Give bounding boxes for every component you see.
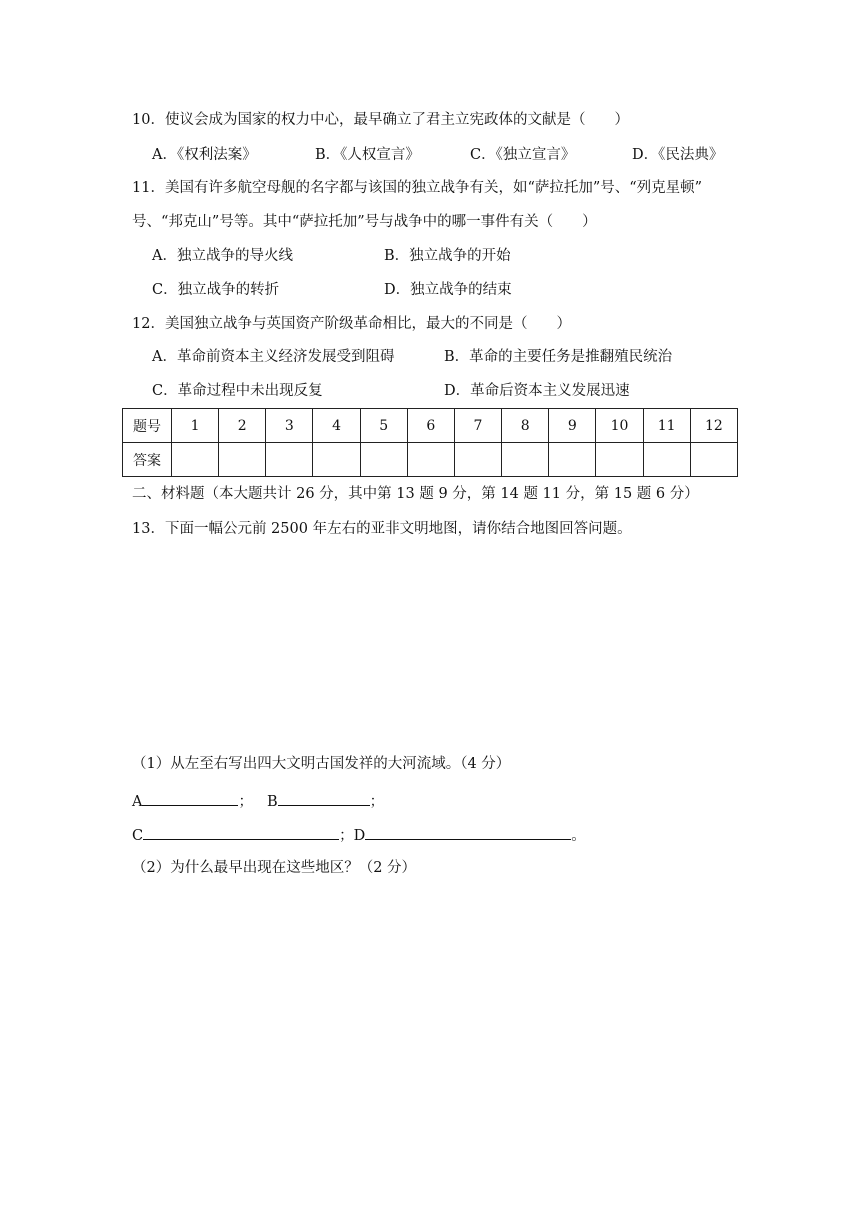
answer-cell[interactable] bbox=[502, 443, 549, 477]
end-period: 。 bbox=[571, 828, 586, 844]
q11-option-a: A．独立战争的导火线 bbox=[152, 248, 293, 264]
answer-table bbox=[122, 408, 738, 477]
table-cell-number: 1 bbox=[172, 409, 219, 443]
table-cell-number: 2 bbox=[219, 409, 266, 443]
map-placeholder bbox=[132, 548, 732, 748]
q12-stem: 12．美国独立战争与英国资产阶级革命相比，最大的不同是（ ） bbox=[132, 316, 571, 332]
blank-label-b: B bbox=[266, 794, 278, 810]
q13-blank-row-cd bbox=[132, 824, 586, 846]
answer-cell[interactable] bbox=[549, 443, 596, 477]
separator: ； bbox=[238, 794, 253, 810]
answer-cell[interactable] bbox=[266, 443, 313, 477]
blank-a[interactable] bbox=[142, 790, 238, 806]
q12-option-d: D．革命后资本主义发展迅速 bbox=[444, 383, 630, 399]
answer-cell[interactable] bbox=[313, 443, 360, 477]
separator: ； bbox=[369, 794, 385, 810]
q10-stem: 10．使议会成为国家的权力中心，最早确立了君主立宪政体的文献是（ ） bbox=[132, 112, 629, 128]
row-header-answer: 答案 bbox=[123, 443, 172, 477]
section-heading: 二、材料题（本大题共计 26 分，其中第 13 题 9 分，第 14 题 11 分，第 15 题 6 分） bbox=[132, 486, 699, 502]
q11-option-b: B．独立战争的开始 bbox=[384, 248, 511, 264]
answer-cell[interactable] bbox=[407, 443, 454, 477]
table-cell-number: 7 bbox=[454, 409, 501, 443]
table-cell-number: 4 bbox=[313, 409, 360, 443]
answer-cell[interactable] bbox=[596, 443, 643, 477]
table-cell-number: 3 bbox=[266, 409, 313, 443]
blank-c[interactable] bbox=[143, 824, 339, 840]
row-header-number: 题号 bbox=[123, 409, 172, 443]
table-cell-number: 6 bbox=[407, 409, 454, 443]
answer-cell[interactable] bbox=[360, 443, 407, 477]
separator: ； bbox=[339, 828, 354, 844]
blank-b[interactable] bbox=[278, 790, 370, 806]
q11-stem-line2: 号、“邦克山”号等。其中“萨拉托加”号与战争中的哪一事件有关（ ） bbox=[132, 214, 597, 230]
q11-option-c: C．独立战争的转折 bbox=[152, 282, 280, 298]
q10-option-a: A．《权利法案》 bbox=[152, 147, 257, 163]
table-cell-number: 12 bbox=[690, 409, 737, 443]
q12-option-c: C．革命过程中未出现反复 bbox=[152, 383, 323, 399]
answer-table-number-row bbox=[123, 409, 738, 443]
answer-cell[interactable] bbox=[454, 443, 501, 477]
blank-label-d: D bbox=[353, 828, 366, 844]
table-cell-number: 9 bbox=[549, 409, 596, 443]
q13-stem: 13．下面一幅公元前 2500 年左右的亚非文明地图，请你结合地图回答问题。 bbox=[132, 521, 632, 537]
table-cell-number: 8 bbox=[502, 409, 549, 443]
q10-option-c: C．《独立宣言》 bbox=[470, 147, 576, 163]
q13-blank-row-ab bbox=[132, 790, 384, 812]
q11-stem-line1: 11．美国有许多航空母舰的名字都与该国的独立战争有关，如“萨拉托加”号、“列克星顿” bbox=[132, 180, 703, 196]
q13-sub2: （2）为什么最早出现在这些地区？（2 分） bbox=[132, 860, 417, 876]
q10-option-b: B．《人权宣言》 bbox=[315, 147, 420, 163]
q12-option-a: A．革命前资本主义经济发展受到阻碍 bbox=[152, 349, 395, 365]
table-cell-number: 10 bbox=[596, 409, 643, 443]
blank-d[interactable] bbox=[365, 824, 571, 840]
blank-label-a: A bbox=[132, 794, 143, 810]
table-cell-number: 5 bbox=[360, 409, 407, 443]
answer-cell[interactable] bbox=[172, 443, 219, 477]
answer-table-answer-row bbox=[123, 443, 738, 477]
answer-cell[interactable] bbox=[643, 443, 690, 477]
answer-cell[interactable] bbox=[690, 443, 737, 477]
answer-cell[interactable] bbox=[219, 443, 266, 477]
q11-option-d: D．独立战争的结束 bbox=[384, 282, 512, 298]
q13-sub1: （1）从左至右写出四大文明古国发祥的大河流域。（4 分） bbox=[132, 756, 511, 772]
q12-option-b: B．革命的主要任务是推翻殖民统治 bbox=[444, 349, 673, 365]
table-cell-number: 11 bbox=[643, 409, 690, 443]
q10-option-d: D．《民法典》 bbox=[632, 147, 724, 163]
blank-label-c: C bbox=[132, 828, 144, 844]
